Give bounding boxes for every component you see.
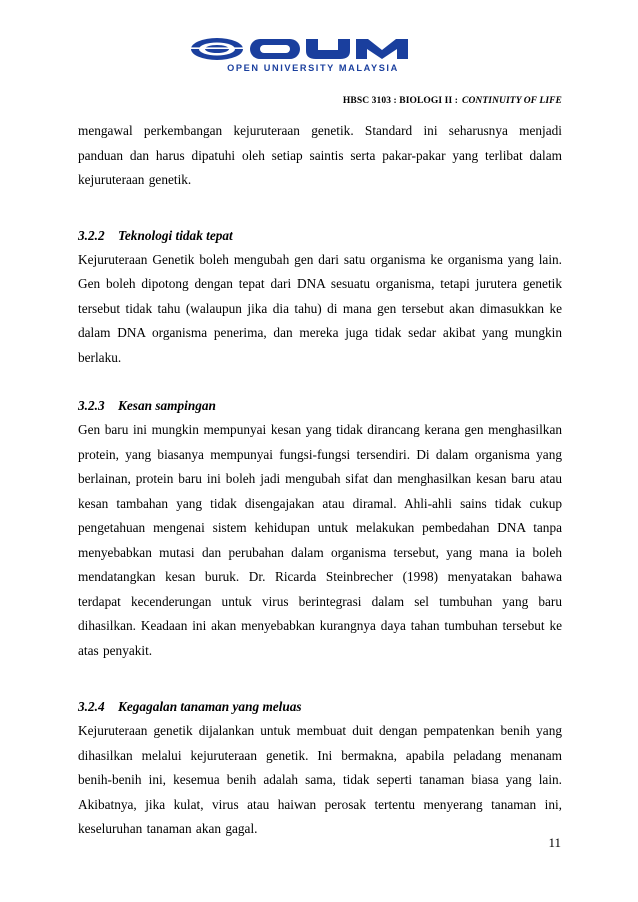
section-heading xyxy=(78,224,562,248)
course-title: CONTINUITY OF LIFE xyxy=(462,96,562,106)
page-content xyxy=(78,119,562,842)
section-body: Kejuruteraan genetik dijalankan untuk membuat duit dengan pempatenkan benih yang dihasilkan melalui kejuruteraan genetik. Ini bermakna, apabila peladang menanam benih-benih ini, kesemua benih adalah sama, tidak seperti tanaman biasa yang lain. Akibatnya, jika kulat, virus atau haiwan perosak tertentu menyerang tanaman ini, keseluruhan tanaman akan gagal. xyxy=(78,723,562,836)
oum-logo-graphic xyxy=(186,36,440,74)
course-header xyxy=(343,96,562,106)
section-body: Gen baru ini mungkin mempunyai kesan yang tidak dirancang kerana gen menghasilkan protein, yang biasanya mempunyai fungsi-fungsi tersendiri. Di dalam organisma yang berlainan, protein baru ini boleh jadi mengubah sifat dan menghasilkan kesan baru atau kesan tambahan yang tidak disengajakan atau diramal. Ahli-ahli sains tidak cukup pengetahuan mengenai sistem kehidupan untuk melakukan pembedahan DNA tanpa menyebabkan mutasi dan perubahan dalam organisma tersebut, yang mana ia boleh mendatangkan kesan buruk. Dr. Ricarda Steinbrecher (1998) menyatakan bahawa terdapat kecenderungan untuk virus berintegrasi dalam sel tumbuhan yang baru dihasilkan. Keadaan ini akan menyebabkan kurangnya daya tahan tumbuhan tersebut ke atas penyakit. xyxy=(78,422,562,658)
logo-subtitle: OPEN UNIVERSITY MALAYSIA xyxy=(227,63,399,73)
oum-logo xyxy=(186,36,440,74)
section-heading xyxy=(78,695,562,719)
section-title: Teknologi tidak tepat xyxy=(118,227,233,243)
section-number: 3.2.2 xyxy=(78,227,105,243)
section-number: 3.2.4 xyxy=(78,699,105,714)
section-title: Kesan sampingan xyxy=(118,398,216,413)
globe-icon xyxy=(190,38,244,60)
letter-o-shape xyxy=(250,39,300,59)
section-heading xyxy=(78,394,562,418)
letter-m-shape xyxy=(356,39,408,59)
page-number: 11 xyxy=(548,835,561,850)
section-body: Kejuruteraan Genetik boleh mengubah gen dari satu organisma ke organisma yang lain. Gen boleh dipotong dengan tepat dari DNA sesuatu organisma, tetapi jurutera genetik tersebut tidak tahu (walaupun jika dia tahu) di mana gen tersebut akan dimasukkan ke dalam DNA organisma penerima, dan mereka juga tidak sedar akibat yang mungkin berlaku. xyxy=(78,251,562,365)
section-title: Kegagalan tanaman yang meluas xyxy=(118,699,302,714)
course-code: HBSC 3103 : BIOLOGI II : xyxy=(342,96,459,106)
letter-u-shape xyxy=(306,39,350,59)
intro-paragraph: mengawal perkembangan kejuruteraan genetik. Standard ini seharusnya menjadi panduan dan harus dipatuhi oleh setiap saintis serta pakar-pakar yang terlibat dalam kejuruteraan genetik. xyxy=(78,123,562,187)
section-number: 3.2.3 xyxy=(78,398,105,413)
